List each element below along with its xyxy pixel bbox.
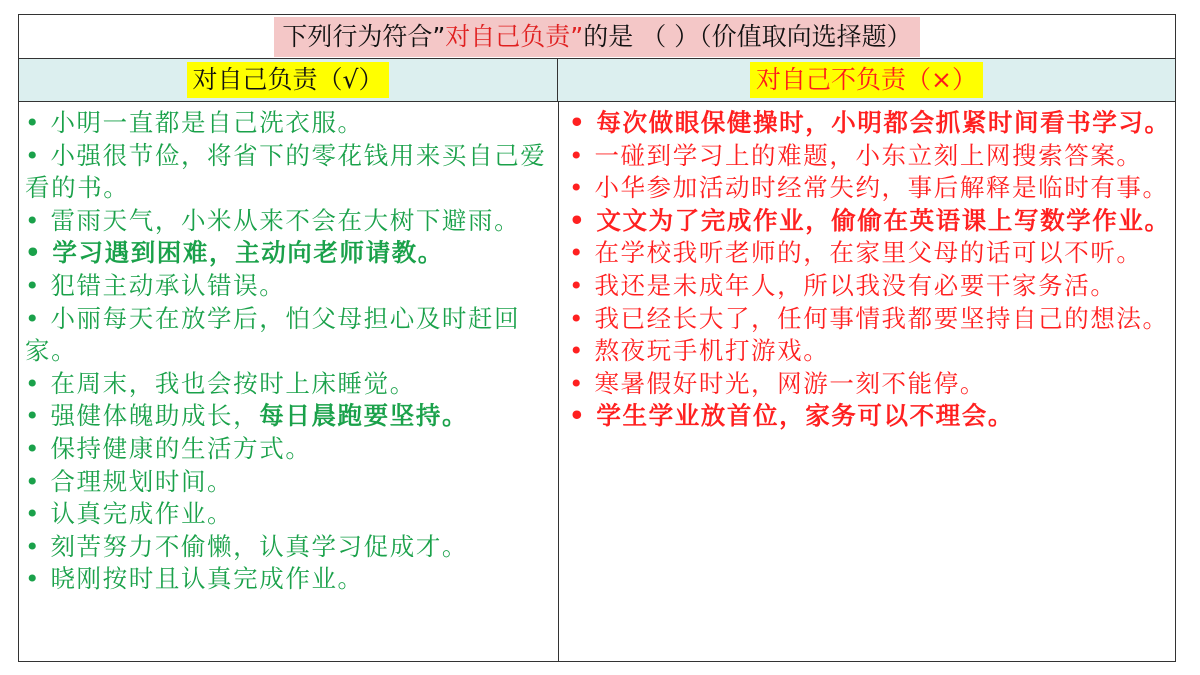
title-highlight: 对自己负责” [445, 21, 584, 51]
comparison-table [18, 14, 1176, 662]
irresponsible-item: • 在学校我听老师的，在家里父母的话可以不听。 [569, 238, 1143, 268]
responsible-item: • 保持健康的生活方式。 [25, 433, 312, 463]
responsible-header: 对自己负责（√） [187, 62, 390, 98]
irresponsible-item: • 文文为了完成作业，偷偷在英语课上写数学作业。 [569, 205, 1171, 235]
right-header-cell [558, 59, 1175, 101]
irresponsible-item: • 小华参加活动时经常失约，事后解释是临时有事。 [569, 173, 1169, 203]
responsible-item: • 学习遇到困难，主动向老师请教。 [25, 238, 444, 268]
irresponsible-item: • 学生学业放首位，家务可以不理会。 [569, 401, 1014, 431]
irresponsible-header: 对自己不负责（×） [750, 62, 983, 98]
responsible-item: • 犯错主动承认错误。 [25, 270, 286, 300]
header-row [19, 59, 1175, 102]
irresponsible-item: • 我已经长大了，任何事情我都要坚持自己的想法。 [569, 303, 1169, 333]
irresponsible-item: • 熬夜玩手机打游戏。 [569, 336, 830, 366]
irresponsible-item: • 一碰到学习上的难题，小东立刻上网搜索答案。 [569, 140, 1143, 170]
responsible-item: • 合理规划时间。 [25, 466, 234, 496]
irresponsible-item: • 寒暑假好时光，网游一刻不能停。 [569, 368, 986, 398]
title-prefix: 下列行为符合” [282, 21, 446, 51]
responsible-item: • 晓刚按时且认真完成作业。 [25, 564, 364, 594]
responsible-item: • 认真完成作业。 [25, 499, 234, 529]
title-row [19, 15, 1175, 59]
title-suffix: 的是 （ ）（价值取向选择题） [583, 21, 912, 51]
responsible-item: • 小丽每天在放学后，怕父母担心及时赶回家。 [25, 303, 521, 366]
responsible-item: • 雷雨天气，小米从来不会在大树下避雨。 [25, 205, 521, 235]
responsible-item: • 强健体魄助成长，每日晨跑要坚持。 [25, 401, 469, 431]
irresponsible-item: • 我还是未成年人，所以我没有必要干家务活。 [569, 270, 1117, 300]
responsible-item: • 小强很节俭，将省下的零花钱用来买自己爱看的书。 [25, 140, 547, 203]
responsible-item: • 在周末，我也会按时上床睡觉。 [25, 368, 416, 398]
column-divider [558, 102, 559, 662]
question-title [274, 17, 919, 57]
irresponsible-list [569, 107, 1171, 433]
left-header-cell [19, 59, 558, 101]
irresponsible-item: • 每次做眼保健操时，小明都会抓紧时间看书学习。 [569, 108, 1171, 137]
responsible-item: • 小明一直都是自己洗衣服。 [25, 108, 364, 137]
responsible-list [25, 107, 555, 596]
responsible-item: • 刻苦努力不偷懒，认真学习促成才。 [25, 531, 469, 561]
